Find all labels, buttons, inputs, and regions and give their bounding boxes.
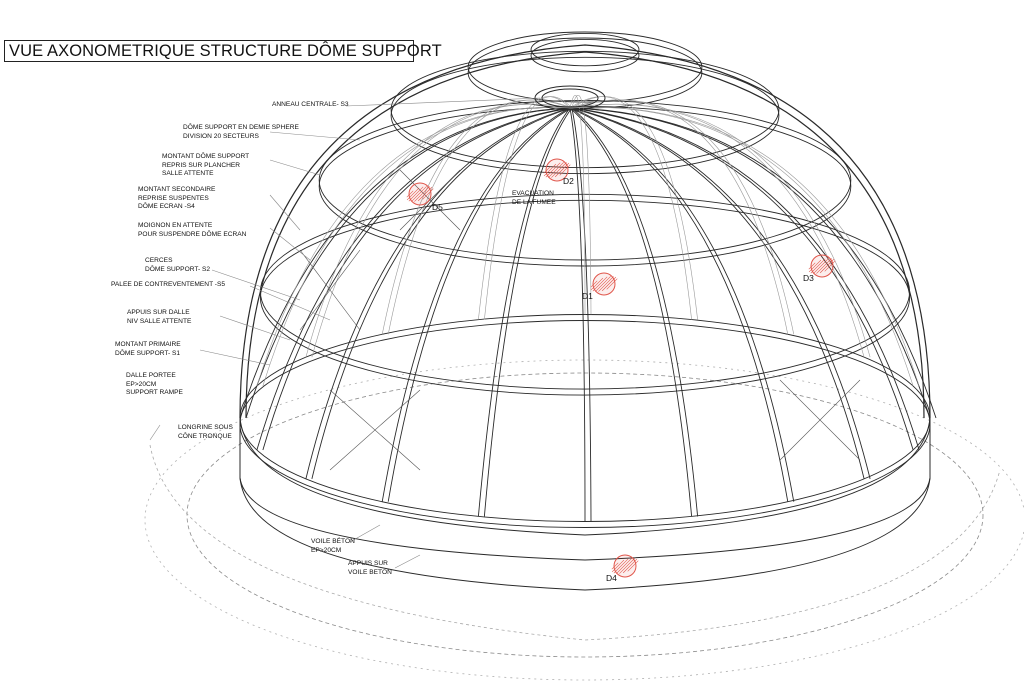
montant-meridian (312, 108, 572, 479)
title-frame (4, 40, 442, 62)
callout-moignon: MOIGNON EN ATTENTE POUR SUSPENDRE DÔME ECRAN (138, 222, 247, 238)
montant-meridian (382, 108, 570, 502)
callout-appuis-dalle: APPUIS SUR DALLE NIV SALLE ATTENTE (127, 309, 192, 325)
montant-meridian (257, 107, 570, 386)
callout-montant-secondaire: MONTANT SECONDAIRE REPRISE SUSPENTES DÔME ECRAN -S4 (138, 186, 216, 211)
callout-longrine: LONGRINE SOUS CÔNE TRONQUE (178, 424, 233, 440)
montant-meridian (306, 108, 570, 479)
callout-appuis-voile: APPUIS SUR VOILE BETON (348, 560, 392, 576)
montant-meridian (263, 108, 572, 450)
montant-meridian (570, 108, 913, 450)
detail-label-d1: D1 (582, 291, 593, 301)
montant-meridian (572, 107, 919, 386)
montant-meridian (572, 108, 870, 479)
detail-label-d3: D3 (803, 273, 814, 283)
montant-meridian (570, 97, 692, 320)
callout-palee: PALEE DE CONTREVENTEMENT -S5 (111, 281, 226, 288)
callout-voile: VOILE BÉTON EP>20CM (311, 538, 355, 554)
callout-dome-support: DÔME SUPPORT EN DEMIE SPHERE DIVISION 20 SECTEURS (183, 124, 299, 140)
montant-meridian (572, 100, 794, 334)
montant-meridian (570, 100, 788, 334)
detail-label-d5: D5 (432, 202, 443, 212)
callout-anneau: ANNEAU CENTRALE- S3 (272, 101, 349, 108)
cerce-ring (468, 32, 702, 102)
callout-montant-dome: MONTANT DÔME SUPPORT REPRIS SUR PLANCHER SALLE ATTENTE (162, 153, 250, 178)
callout-dalle-portee: DALLE PORTEE EP>20CM SUPPORT RAMPE (126, 372, 183, 397)
montant-meridian (570, 108, 864, 479)
detail-label-d4: D4 (606, 573, 617, 583)
detail-label-d2: D2 (563, 176, 574, 186)
cerce-ring (468, 38, 702, 108)
callout-evacuation: EVACUATION DE LA FUMEE (512, 190, 556, 206)
callout-cerces: CERCES DÔME SUPPORT- S2 (145, 257, 211, 273)
detail-marker-d1 (591, 273, 617, 295)
detail-marker-d5 (407, 183, 433, 205)
page-title: VUE AXONOMETRIQUE STRUCTURE DÔME SUPPORT (9, 42, 442, 60)
callout-montant-primaire: MONTANT PRIMAIRE DÔME SUPPORT- S1 (115, 341, 181, 357)
